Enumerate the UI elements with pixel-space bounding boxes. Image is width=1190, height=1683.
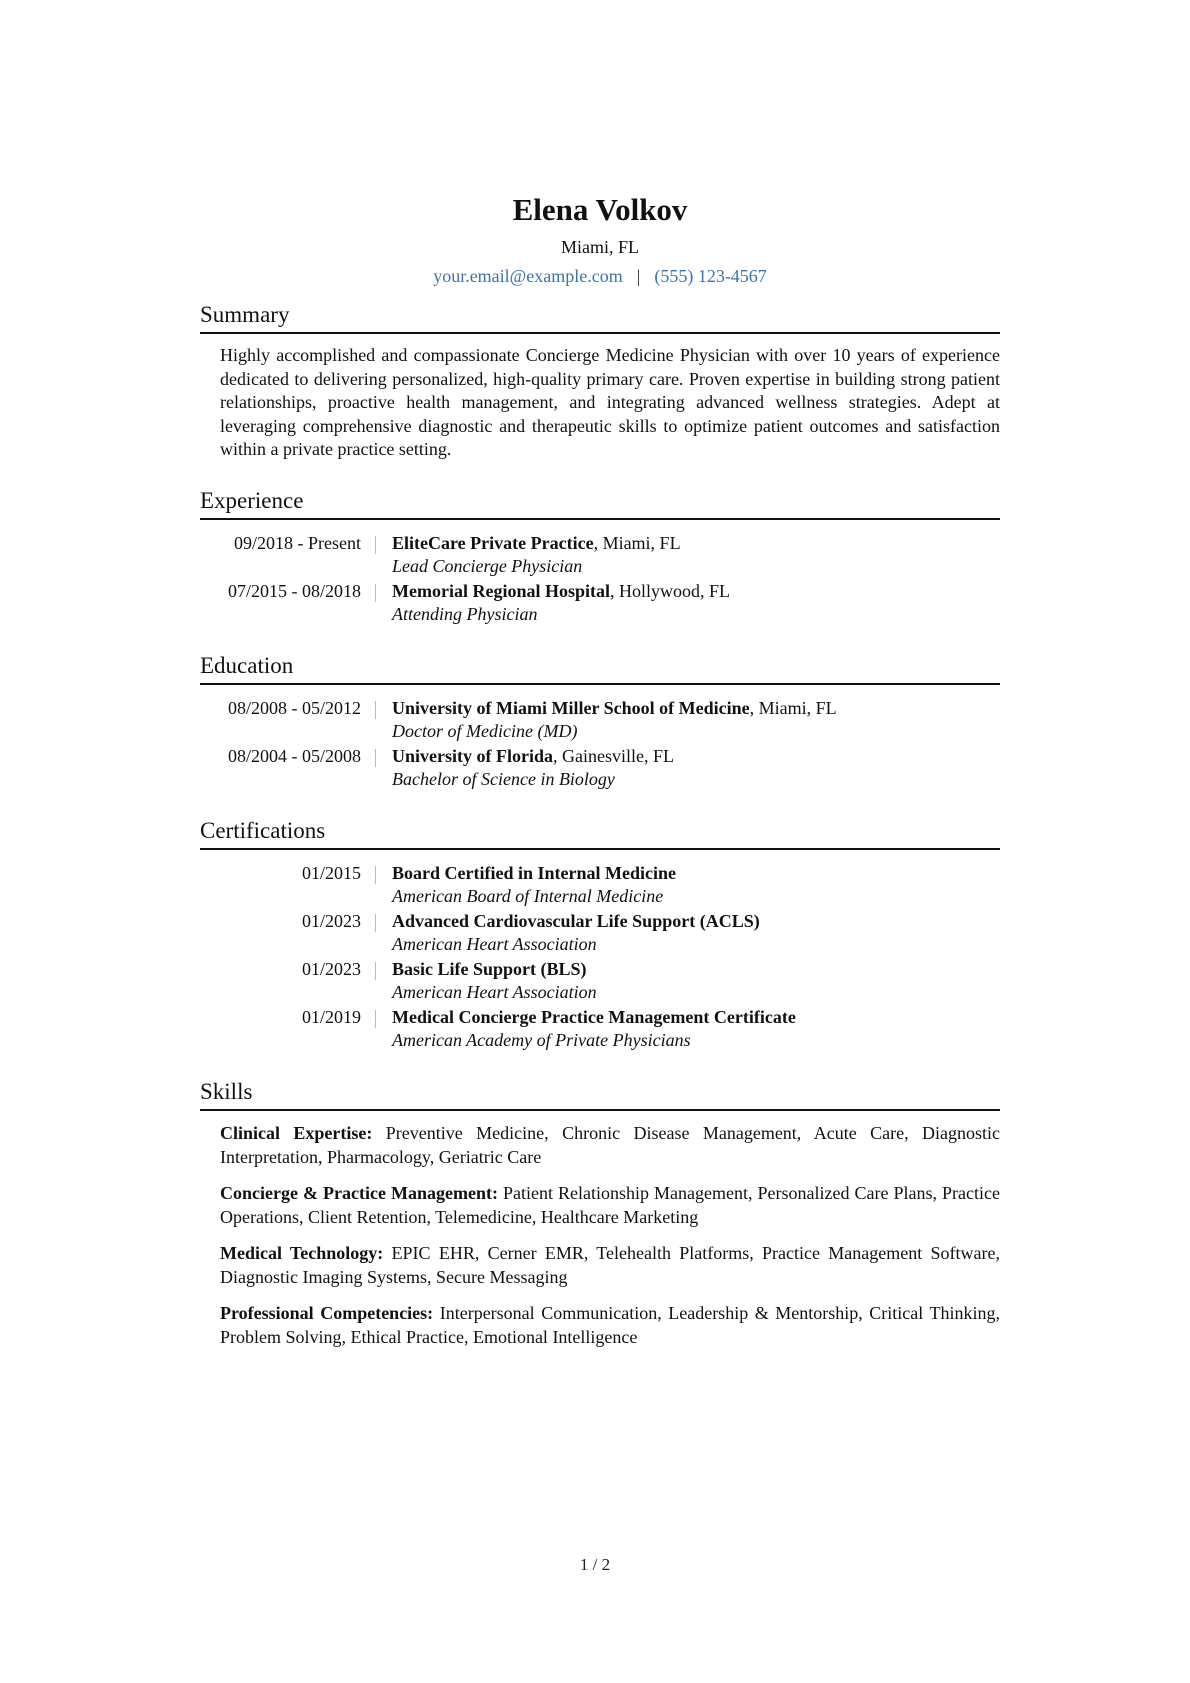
skill-group (220, 1122, 1000, 1169)
experience-entry (200, 579, 1000, 627)
education-entry (200, 696, 1000, 744)
contact-line (200, 264, 1000, 288)
entry-role: Doctor of Medicine (MD) (392, 721, 578, 741)
entry-body (376, 957, 597, 1005)
section-title-certifications: Certifications (200, 816, 1000, 850)
summary-text: Highly accomplished and compassionate Concierge Medicine Physician with over 10 years of experience dedicated to delivering personalized, high-quality primary care. Proven expertise in building strong patient relationships, proactive health management, and integrating advanced wellness strategies. Adept at leveraging comprehensive diagnostic and therapeutic skills to optimize patient outcomes and satisfaction within a private practice setting. (220, 345, 1000, 459)
education-entry (200, 744, 1000, 792)
entry-location: , Gainesville, FL (552, 746, 674, 766)
entry-role: Attending Physician (392, 604, 538, 624)
candidate-name: Elena Volkov (512, 192, 688, 227)
certification-name: Advanced Cardiovascular Life Support (ACLS) (392, 911, 760, 931)
entry-organization: Memorial Regional Hospital (392, 581, 610, 601)
certification-entry (200, 909, 1000, 957)
certification-entry (200, 957, 1000, 1005)
skill-label: Professional Competencies: (220, 1303, 434, 1323)
certifications-section (200, 816, 1000, 1053)
skill-label: Medical Technology: (220, 1243, 384, 1263)
entry-date: 07/2015 - 08/2018 (228, 581, 361, 601)
entry-body (376, 531, 681, 579)
certification-issuer: American Heart Association (392, 982, 597, 1002)
phone-link[interactable]: (555) 123-4567 (654, 266, 767, 286)
entry-role: Bachelor of Science in Biology (392, 769, 615, 789)
entry-body (376, 744, 674, 792)
entry-date: 08/2004 - 05/2008 (228, 746, 361, 766)
email-link[interactable]: your.email@example.com (433, 266, 623, 286)
entry-body (376, 696, 837, 744)
entry-location: , Miami, FL (593, 533, 681, 553)
skill-text: Preventive Medicine, Chronic Disease Management, Acute Care, Diagnostic Interpretation, Pharmacology, Geriatric Care (220, 1123, 1000, 1167)
section-title-summary: Summary (200, 300, 1000, 334)
experience-entry (200, 531, 1000, 579)
section-title-education: Education (200, 651, 1000, 685)
certification-name: Board Certified in Internal Medicine (392, 863, 676, 883)
summary-section (200, 300, 1000, 462)
section-title-experience: Experience (200, 486, 1000, 520)
certification-name: Medical Concierge Practice Management Certificate (392, 1007, 796, 1027)
skill-text: Patient Relationship Management, Personalized Care Plans, Practice Operations, Client Retention, Telemedicine, Healthcare Marketing (220, 1183, 1000, 1227)
skill-group (220, 1182, 1000, 1229)
entry-organization: University of Florida (392, 746, 553, 766)
entry-body (376, 909, 760, 957)
education-list (200, 696, 1000, 792)
certifications-list (200, 861, 1000, 1053)
skills-list (220, 1122, 1000, 1349)
certification-issuer: American Heart Association (392, 934, 597, 954)
entry-body (376, 579, 730, 627)
skill-group (220, 1242, 1000, 1289)
skill-text: EPIC EHR, Cerner EMR, Telehealth Platforms, Practice Management Software, Diagnostic Imaging Systems, Secure Messaging (220, 1243, 1000, 1287)
entry-body (376, 1005, 796, 1053)
skills-section (200, 1077, 1000, 1362)
page-number: 1 / 2 (579, 1555, 611, 1574)
education-section (200, 651, 1000, 792)
experience-list (200, 531, 1000, 627)
skill-group (220, 1302, 1000, 1349)
entry-date: 08/2008 - 05/2012 (228, 698, 361, 718)
entry-date: 01/2019 (301, 1007, 361, 1027)
certification-entry (200, 1005, 1000, 1053)
entry-date: 09/2018 - Present (234, 533, 361, 553)
certification-issuer: American Board of Internal Medicine (392, 886, 664, 906)
skill-label: Clinical Expertise: (220, 1123, 373, 1143)
certification-entry (200, 861, 1000, 909)
entry-date: 01/2023 (301, 959, 361, 979)
entry-date: 01/2015 (301, 863, 361, 883)
skill-label: Concierge & Practice Management: (220, 1183, 498, 1203)
candidate-location: Miami, FL (560, 237, 639, 257)
entry-body (376, 861, 676, 909)
entry-date: 01/2023 (301, 911, 361, 931)
entry-organization: EliteCare Private Practice (392, 533, 594, 553)
experience-section (200, 486, 1000, 627)
contact-separator: | (636, 266, 641, 286)
resume-header (200, 190, 1000, 288)
entry-organization: University of Miami Miller School of Medicine (392, 698, 750, 718)
entry-role: Lead Concierge Physician (392, 556, 583, 576)
skill-text: Interpersonal Communication, Leadership & Mentorship, Critical Thinking, Problem Solving, Ethical Practice, Emotional Intelligence (220, 1303, 1000, 1347)
certification-name: Basic Life Support (BLS) (392, 959, 587, 979)
entry-location: , Hollywood, FL (609, 581, 730, 601)
certification-issuer: American Academy of Private Physicians (392, 1030, 691, 1050)
section-title-skills: Skills (200, 1077, 1000, 1111)
entry-location: , Miami, FL (749, 698, 837, 718)
